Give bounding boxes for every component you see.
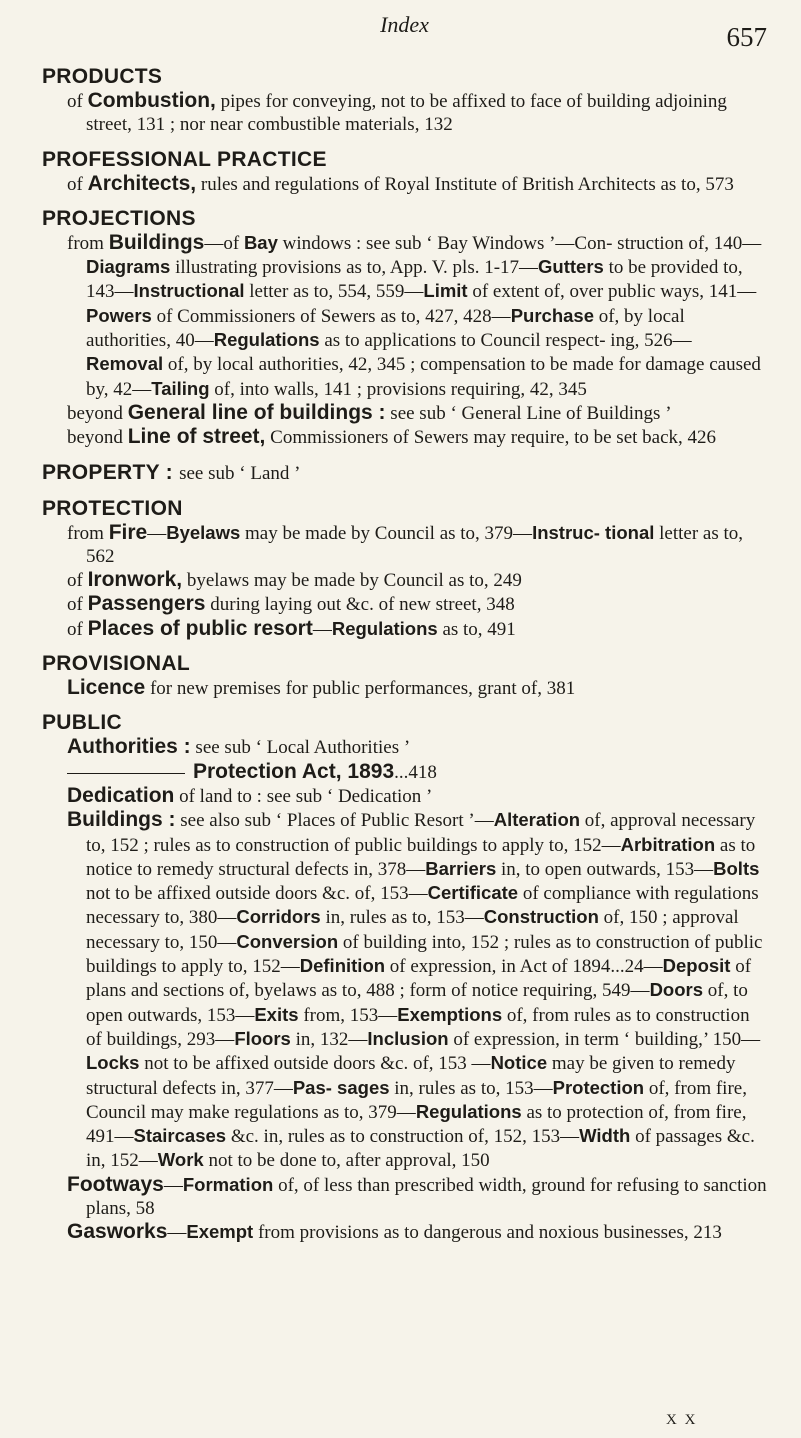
index-entry: from Fire—Byelaws may be made by Council as to, 379—Instruc- tional letter as to, 562	[67, 520, 744, 567]
index-entry: Protection Act, 1893...418	[42, 760, 767, 784]
index-entry: beyond General line of buildings : see sub ‘ General Line of Buildings ’	[67, 400, 672, 424]
index-entry: beyond Line of street, Commissioners of Sewers may require, to be set back, 426	[67, 425, 717, 449]
index-entry: Dedication of land to : see sub ‘ Dedication ’	[67, 783, 433, 807]
section-professional-practice	[42, 147, 767, 196]
section-heading: PROTECTION	[42, 496, 183, 520]
index-entry: from Buildings—of Bay windows : see sub ‘ Bay Windows ’—Con- struction of, 140—Diagrams illustrating provisions as to, App. V. pls. 1-17—Gutters to be provided to, 143—Instructional letter as to, 554, 559—Limit of extent of, over public ways, 141—Powers of Commissioners of Sewers as to, 427, 428—Purchase of, by local authorities, 40—Regulations as to applications to Council respect- ing, 526—Removal of, by local authorities, 42, 345 ; compensation to be made for damage caused by, 42—Tailing of, into walls, 141 ; provisions requiring, 42, 345	[67, 230, 762, 400]
section-heading: PROJECTIONS	[42, 206, 196, 230]
index-entry: Licence for new premises for public performances, grant of, 381	[67, 676, 576, 700]
section-products	[42, 64, 767, 137]
ditto-rule	[67, 773, 185, 774]
page-header	[42, 12, 767, 64]
index-entry: of Passengers during laying out &c. of new street, 348	[67, 592, 515, 616]
index-entry: of Ironwork, byelaws may be made by Council as to, 249	[67, 568, 522, 592]
section-heading: PROFESSIONAL PRACTICE	[42, 147, 327, 171]
section-protection	[42, 496, 767, 641]
section-heading: PROVISIONAL	[42, 652, 190, 676]
section-property	[42, 460, 767, 486]
index-entry: of Places of public resort—Regulations as to, 491	[67, 616, 516, 640]
section-heading: PUBLIC	[42, 711, 122, 735]
index-entry: Authorities : see sub ‘ Local Authorities ’	[67, 735, 411, 759]
index-entry: of Combustion, pipes for conveying, not to be affixed to face of building adjoining street, 131 ; nor near combustible materials, 132	[67, 89, 727, 136]
index-entry: Buildings : see also sub ‘ Places of Public Resort ’—Alteration of, approval necessary to, 152 ; rules as to construction of public buildings to apply to, 152—Arbitration as to notice to remedy structural defects in, 378—Barriers in, to open outwards, 153—Bolts not to be affixed outside doors &c. of, 153—Certificate of compliance with regulations necessary to, 380—Corridors in, rules as to, 153—Construction of, 150 ; approval necessary to, 150—Conversion of building into, 152 ; rules as to construction of public buildings to apply to, 152—Definition of expression, in Act of 1894...24—Deposit of plans and sections of, byelaws as to, 488 ; form of notice requiring, 549—Doors of, to open outwards, 153—Exits from, 153—Exemptions of, from rules as to construction of buildings, 293—Floors in, 132—Inclusion of expression, in term ‘ building,’ 150—Locks not to be affixed outside doors &c. of, 153 —Notice may be given to remedy structural defects in, 377—Pas- sages in, rules as to, 153—Protection of, from fire, Council may make regulations as to, 379—Regulations as to protection of, from fire, 491—Staircases &c. in, rules as to construction of, 152, 153—Width of passages &c. in, 152—Work not to be done to, after approval, 150	[67, 808, 763, 1172]
section-heading: PROPERTY : see sub ‘ Land ’	[42, 460, 301, 484]
page-number: 657	[726, 22, 767, 52]
index-page	[42, 12, 767, 1255]
section-public	[42, 710, 767, 1244]
index-entry: of Architects, rules and regulations of Royal Institute of British Architects as to, 573	[67, 171, 734, 195]
index-entry: Footways—Formation of, of less than prescribed width, ground for refusing to sanction plans, 58	[67, 1172, 767, 1219]
index-entry: Gasworks—Exempt from provisions as to dangerous and noxious businesses, 213	[67, 1220, 722, 1244]
section-heading: PRODUCTS	[42, 65, 163, 88]
running-head: Index	[380, 12, 429, 37]
signature-mark: X X	[666, 1412, 698, 1428]
section-projections	[42, 206, 767, 450]
section-provisional	[42, 651, 767, 700]
